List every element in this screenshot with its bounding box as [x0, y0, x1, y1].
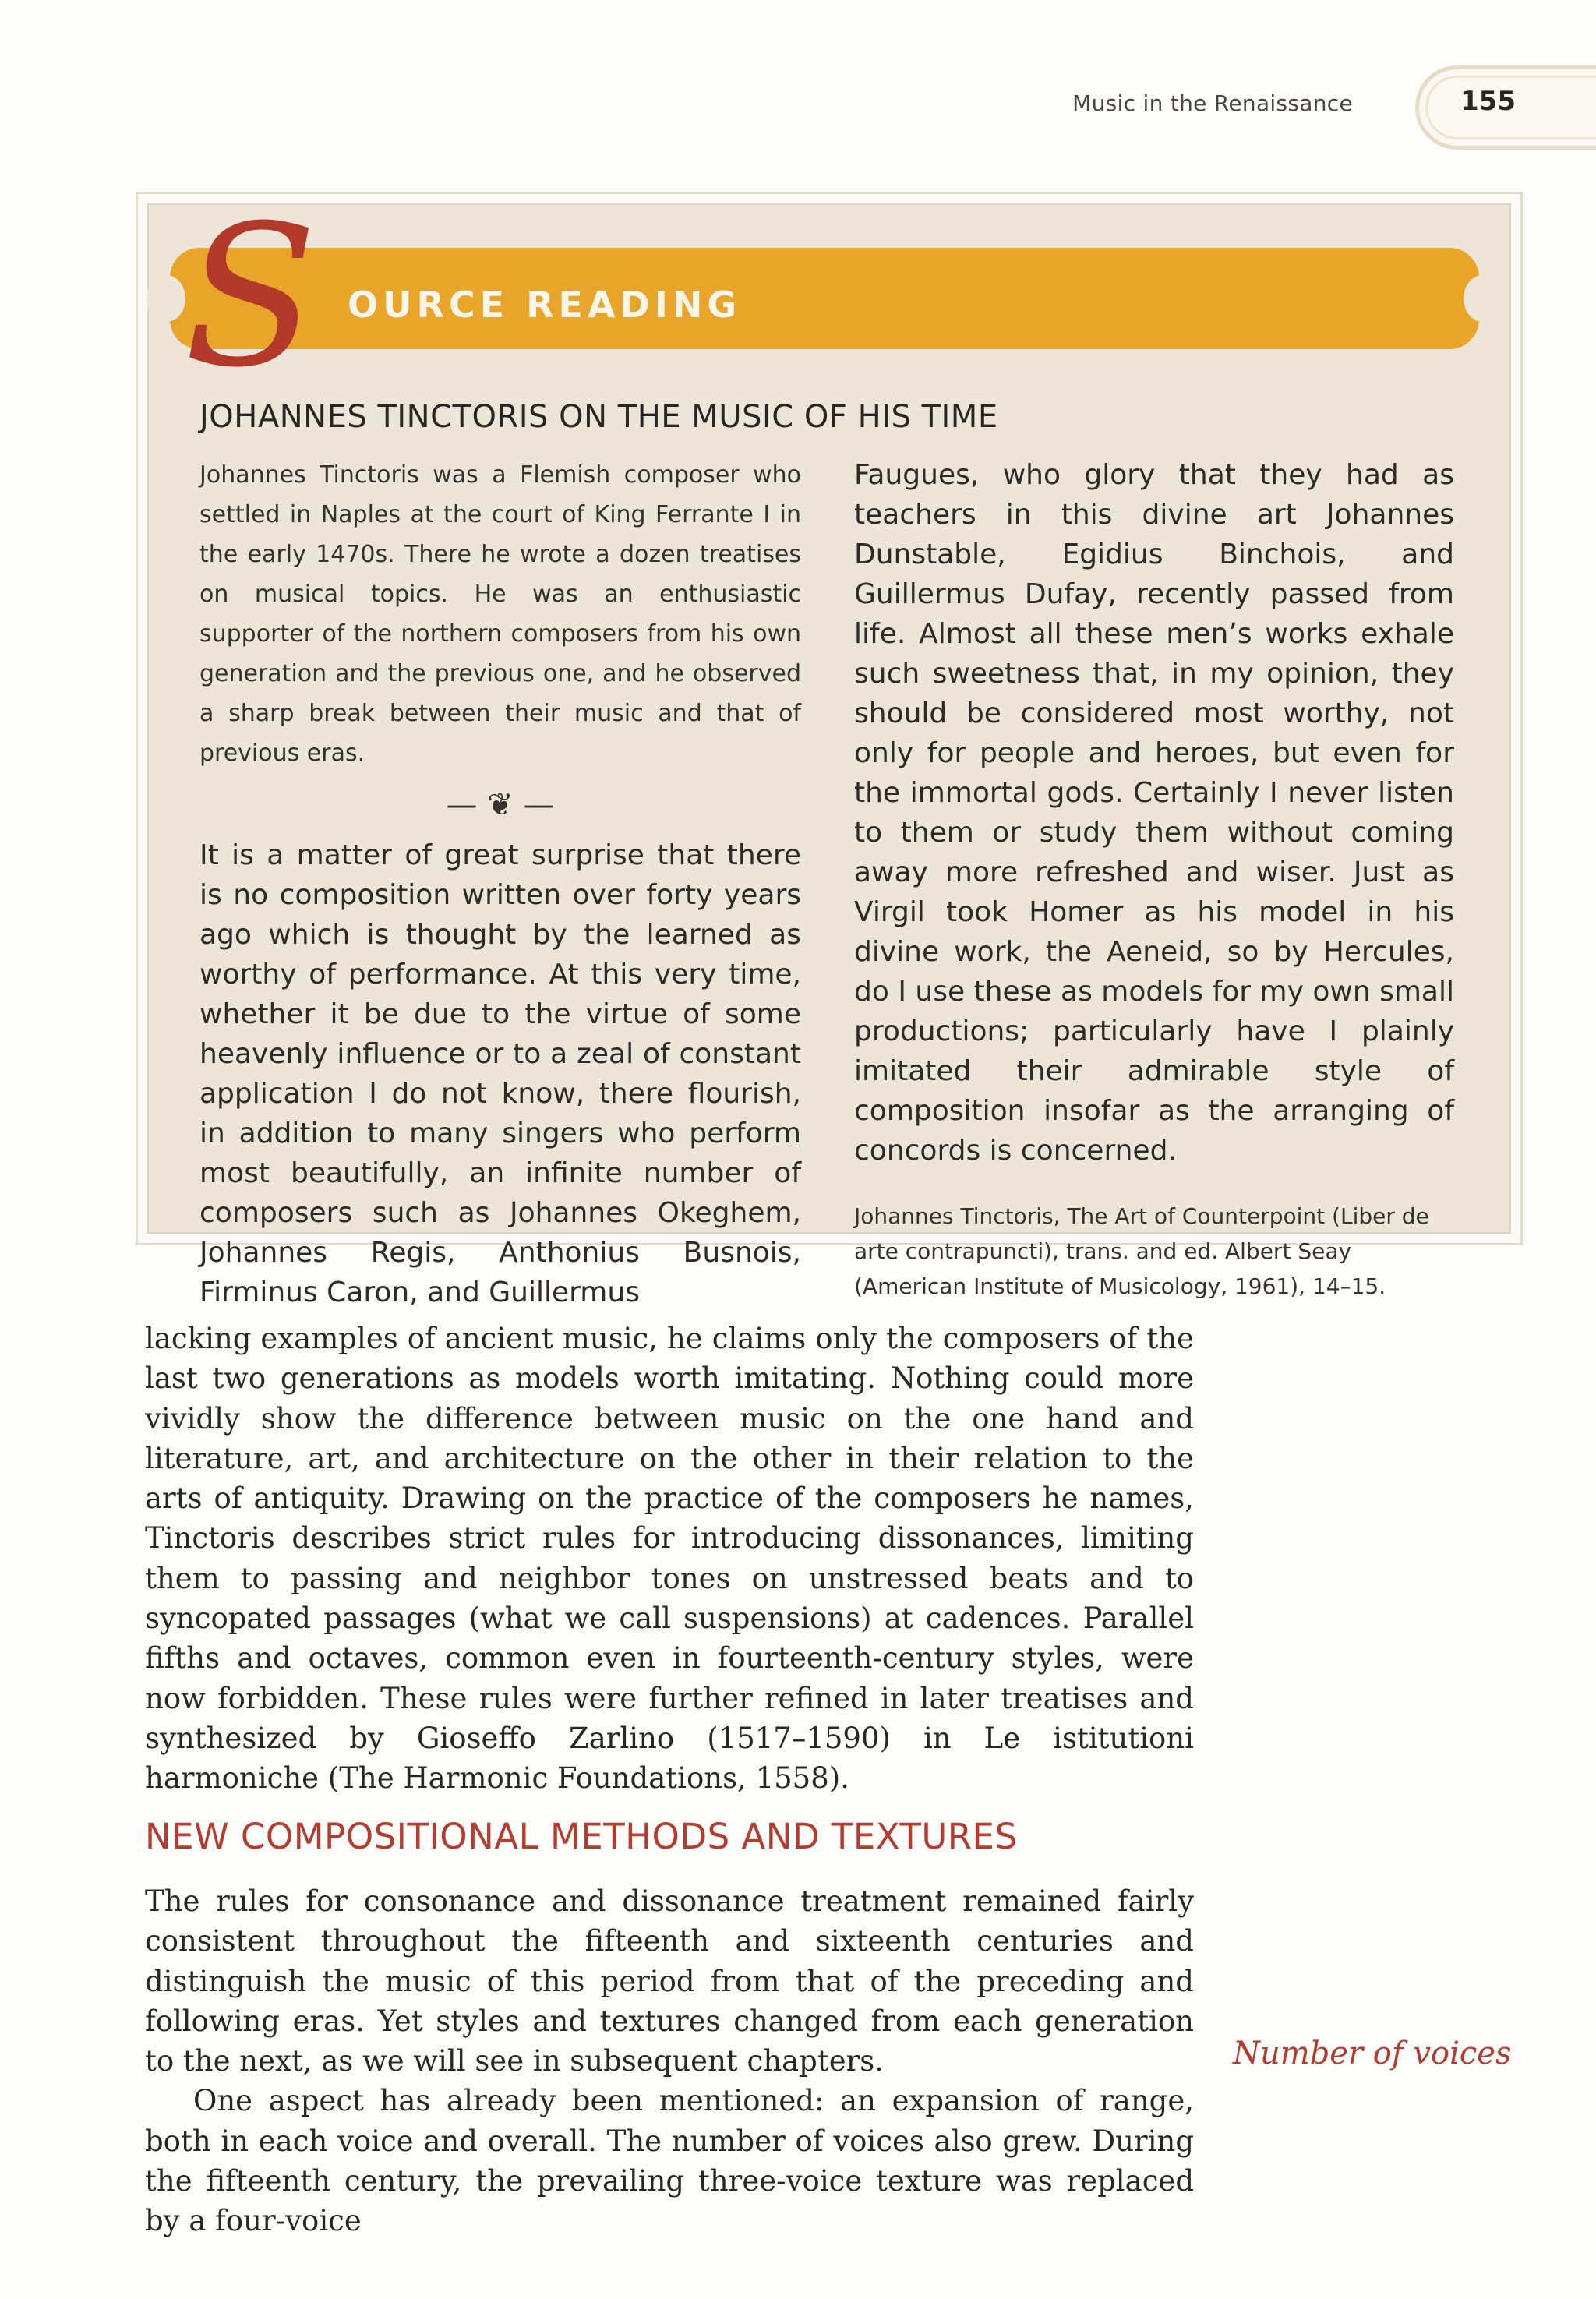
quote-left: It is a matter of great surprise that there is no composition written over forty years ago which is thought by the learned as worthy of performance. At this very time, whether it be due to the virtue of some heavenly influence or to a zeal of constant application I do not know, there flourish, in addition to many singers who perform most beautifully, an infinite number of composers such as Johannes Okeghem, Johannes Regis, Anthonius Busnois, Firminus Caron, and Guillermus — [200, 839, 801, 1308]
body-paragraph: lacking examples of ancient music, he claims only the composers of the last two generations as models worth imitating. Nothing could more vividly show the difference between music on the one hand and literature, art, and architecture on the other in their relation to the arts of antiquity. Drawing on the practice of the composers he names, Tinctoris describes strict rules for introducing dissonances, limiting them to passing and neighbor tones on unstressed beats and to syncopated passages (what we call suspensions) at cadences. Parallel fifths and octaves, common even in fourteenth-century styles, were now forbidden. These rules were further refined in later treatises and synthesized by Gioseffo Zarlino (1517–1590) in Le istitutioni harmoniche (The Harmonic Foundations, 1558). — [145, 1322, 1194, 1796]
margin-note: Number of voices — [1233, 2036, 1512, 2071]
body-paragraph: One aspect has already been mentioned: an expansion of range, both in each voice and overall. The number of voices also grew. During the fifteenth century, the prevailing three-voice texture was replaced by a four-voice — [145, 2084, 1194, 2238]
body-paragraph-2-block — [145, 1881, 1194, 2241]
running-head: Music in the Renaissance — [1072, 90, 1353, 116]
ornament-divider: — ❦ — — [446, 787, 555, 823]
body-paragraph: The rules for consonance and dissonance treatment remained fairly consistent throughout the fifteenth and sixteenth centuries and distinguish the music of this period from that of the preceding and following eras. Yet styles and textures changed from each generation to the next, as we will see in subsequent chapters. — [145, 1884, 1194, 2078]
body-paragraph-1-block — [145, 1319, 1194, 1799]
source-right-column — [854, 455, 1454, 1304]
decorative-initial: S — [184, 183, 318, 410]
source-intro: Johannes Tinctoris was a Flemish composer who settled in Naples at the court of King Ferrante I in the early 1470s. There he wrote a dozen treatises on musical topics. He was an enthusiastic supporter of the northern composers from his own generation and the previous one, and he observed a sharp break between their music and that of previous eras. — [200, 461, 801, 767]
source-reading-heading: JOHANNES TINCTORIS ON THE MUSIC OF HIS TIME — [200, 399, 998, 435]
source-left-column — [200, 455, 801, 1312]
source-citation: Johannes Tinctoris, The Art of Counterpoint (Liber de arte contrapuncti), trans. and ed. Albert Seay (American Institute of Musicology, 1961), 14–15. — [854, 1203, 1429, 1299]
quote-right: Faugues, who glory that they had as teachers in this divine art Johannes Dunstable, Egidius Binchois, and Guillermus Dufay, recently passed from life. Almost all these men’s works exhale such sweetness that, in my opinion, they should be considered most worthy, not only for people and heroes, but even for the immortal gods. Certainly I never listen to them or study them without coming away more refreshed and wiser. Just as Virgil took Homer as his model in his divine work, the Aeneid, so by Hercules, do I use these as models for my own small productions; particularly have I plainly imitated their admirable style of composition insofar as the arranging of concords is concerned. — [854, 459, 1454, 1167]
banner-title: OURCE READING — [348, 284, 742, 326]
page-number: 155 — [1460, 86, 1516, 117]
section-heading: NEW COMPOSITIONAL METHODS AND TEXTURES — [145, 1816, 1018, 1857]
